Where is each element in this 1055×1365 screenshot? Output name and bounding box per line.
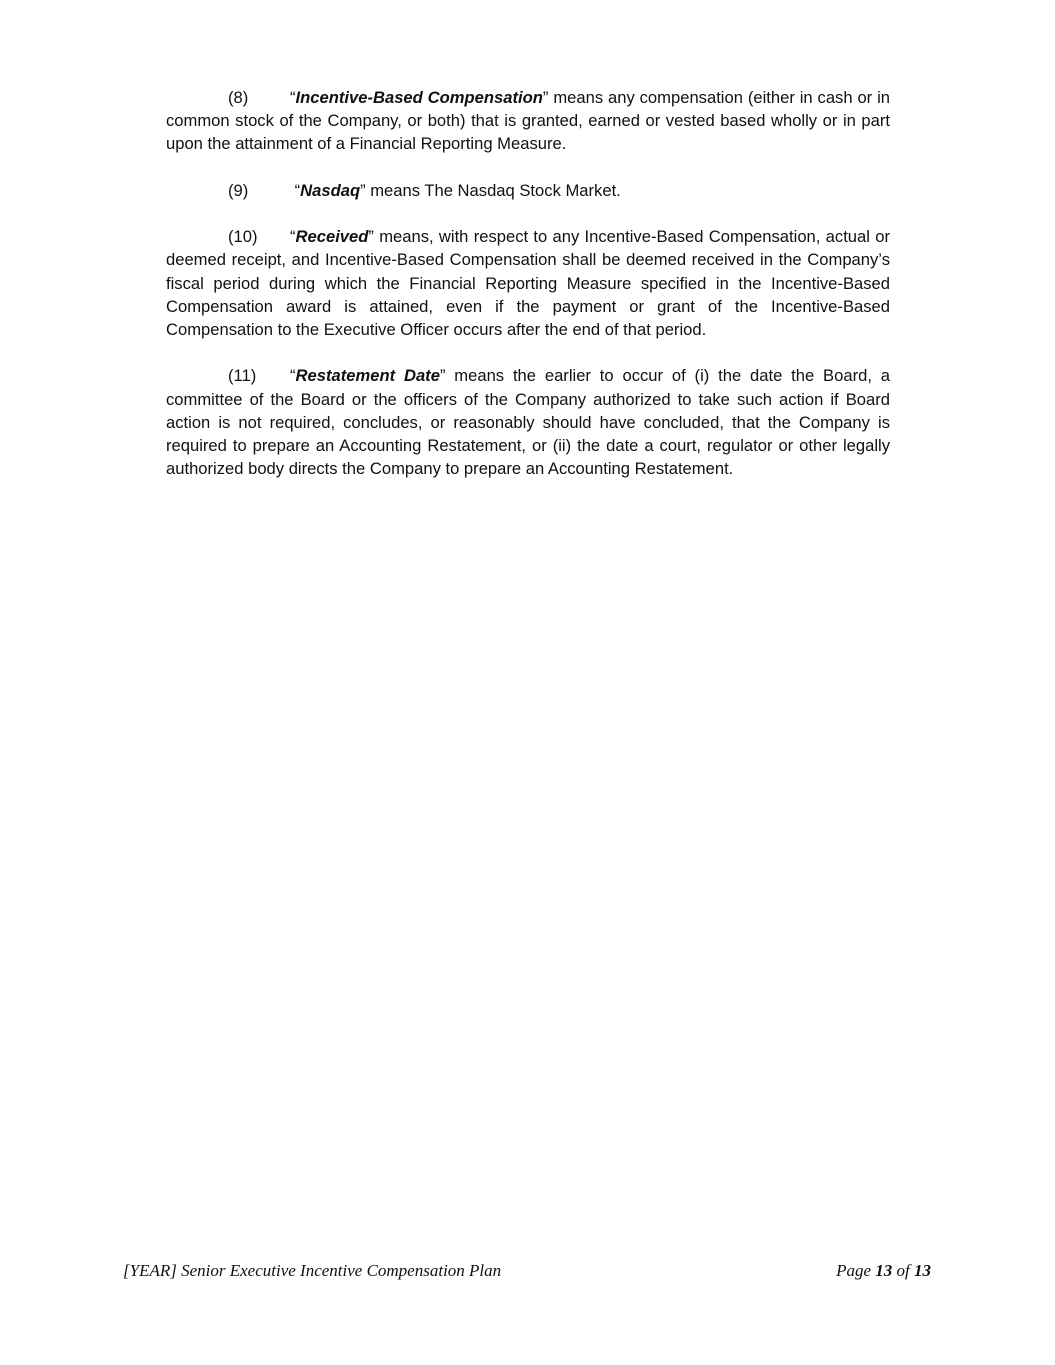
footer-page-indicator [836, 1260, 931, 1282]
defined-term: Received [295, 227, 369, 247]
paragraph-number: (9) [228, 180, 249, 200]
definition-paragraph-8 [166, 86, 890, 156]
paragraph-number: (11) [228, 366, 257, 386]
paragraph-number: (10) [228, 227, 258, 247]
definition-text: means the earlier to occur of (i) the date the Board, a committee of the Board or the officers of the Company authorized to take such action if Board action is not required, concludes, or reasonably should have concluded, that the Company is required to prepare an Accounting Restatement, or (ii) the date a court, regulator or other legally authorized body directs the Company to prepare an Accounting Restatement. [166, 366, 891, 479]
definition-text: means any compensation (either in cash or in common stock of the Company, or both) that is granted, earned or vested based wholly or in part upon the attainment of a Financial Reporting Measure. [166, 88, 890, 154]
close-quote: ” [439, 366, 446, 386]
of-label: of [892, 1261, 914, 1280]
defined-term: Restatement Date [295, 366, 440, 386]
page-label: Page [836, 1261, 876, 1280]
definition-text: means The Nasdaq Stock Market. [365, 180, 621, 200]
open-quote: “ [290, 366, 296, 386]
close-quote: ” [542, 88, 549, 107]
definition-paragraph-9 [166, 179, 890, 202]
footer-document-title: [YEAR] Senior Executive Incentive Compensation Plan [123, 1261, 502, 1280]
paragraph-number: (8) [228, 88, 249, 107]
close-quote: ” [360, 180, 366, 200]
definition-text: means, with respect to any Incentive-Based Compensation, actual or deemed receipt, and Incentive-Based Compensation shall be deemed received in the Company’s fiscal period during which the Financial Reporting Measure specified in the Incentive-Based Compensation award is attained, even if the payment or grant of the Incentive-Based Compensation to the Executive Officer occurs after the end of that period. [166, 227, 890, 339]
defined-term: Nasdaq [300, 180, 361, 200]
document-body [166, 86, 890, 504]
definition-paragraph-10 [166, 225, 890, 341]
total-page-count: 13 [914, 1261, 931, 1280]
defined-term: Incentive-Based Compensation [295, 88, 543, 107]
close-quote: ” [368, 227, 374, 247]
definition-paragraph-11 [166, 364, 890, 480]
open-quote: “ [290, 180, 301, 200]
current-page-number: 13 [875, 1261, 893, 1280]
open-quote: “ [290, 88, 296, 107]
open-quote: “ [290, 227, 296, 247]
